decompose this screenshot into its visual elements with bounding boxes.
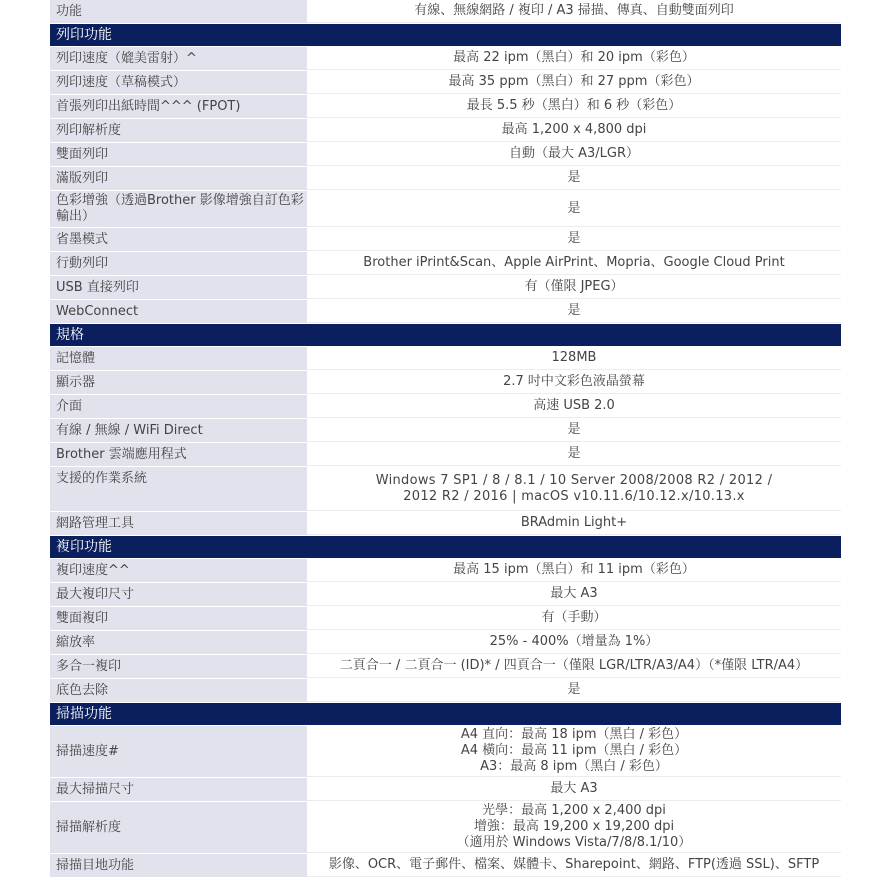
spec-value-line: A4 直向：最高 18 ipm（黑白 / 彩色） <box>460 727 688 742</box>
spec-value <box>307 679 841 702</box>
spec-value-line: 最高 1,200 x 4,800 dpi <box>501 122 647 137</box>
spec-label: 支援的作業系統 <box>50 467 307 511</box>
section-header: 掃描功能 <box>50 703 841 726</box>
spec-label: 行動列印 <box>50 252 307 275</box>
spec-value-line: 有（手動） <box>541 610 607 625</box>
spec-row <box>50 371 841 395</box>
spec-value-line: 增強：最高 19,200 x 19,200 dpi <box>473 819 675 834</box>
spec-row <box>50 679 841 703</box>
spec-value <box>307 167 841 190</box>
spec-value-line: 高速 USB 2.0 <box>533 398 615 413</box>
spec-row <box>50 467 841 512</box>
spec-table <box>50 0 841 878</box>
spec-value <box>307 47 841 70</box>
spec-value-line: 是 <box>567 682 581 697</box>
section-header: 規格 <box>50 324 841 347</box>
spec-row <box>50 443 841 467</box>
spec-row <box>50 0 841 24</box>
spec-value <box>307 347 841 370</box>
spec-row <box>50 726 841 778</box>
spec-label: 滿版列印 <box>50 167 307 190</box>
spec-label: 列印速度（草稿模式） <box>50 71 307 94</box>
spec-row <box>50 347 841 371</box>
spec-value <box>307 191 841 227</box>
spec-row <box>50 143 841 167</box>
spec-label: 功能 <box>50 0 307 23</box>
spec-value <box>307 512 841 535</box>
spec-value <box>307 371 841 394</box>
spec-value <box>307 443 841 466</box>
spec-value-line: 25% - 400%（增量為 1%） <box>489 634 659 649</box>
spec-value <box>307 559 841 582</box>
spec-value-line: 光學：最高 1,200 x 2,400 dpi <box>482 803 666 818</box>
spec-value <box>307 802 841 853</box>
spec-row <box>50 95 841 119</box>
spec-row <box>50 167 841 191</box>
spec-value <box>307 143 841 166</box>
spec-row <box>50 778 841 802</box>
spec-row <box>50 854 841 878</box>
spec-label: 雙面列印 <box>50 143 307 166</box>
spec-value-line: 最高 22 ipm（黑白）和 20 ipm（彩色） <box>453 50 695 65</box>
spec-value-line: 是 <box>567 422 581 437</box>
spec-value <box>307 655 841 678</box>
spec-value <box>307 467 841 511</box>
spec-row <box>50 395 841 419</box>
spec-value-line: Brother iPrint&Scan、Apple AirPrint、Mopria、Google Cloud Print <box>363 255 785 270</box>
spec-value <box>307 119 841 142</box>
spec-row <box>50 419 841 443</box>
spec-value <box>307 0 841 23</box>
spec-value-line: Windows 7 SP1 / 8 / 8.1 / 10 Server 2008/2008 R2 / 2012 / <box>375 472 773 488</box>
spec-value <box>307 607 841 630</box>
spec-value <box>307 71 841 94</box>
spec-value-line: 最高 35 ppm（黑白）和 27 ppm（彩色） <box>448 74 700 89</box>
spec-row <box>50 607 841 631</box>
spec-value-line: A4 橫向：最高 11 ipm（黑白 / 彩色） <box>460 743 688 758</box>
spec-label: 掃描目地功能 <box>50 854 307 877</box>
spec-label: 首張列印出紙時間^^^ (FPOT) <box>50 95 307 118</box>
section-header: 複印功能 <box>50 536 841 559</box>
spec-row <box>50 655 841 679</box>
spec-value-line: A3：最高 8 ipm（黑白 / 彩色） <box>480 759 668 774</box>
spec-label: USB 直接列印 <box>50 276 307 299</box>
spec-label: 掃描解析度 <box>50 802 307 853</box>
spec-label: 雙面複印 <box>50 607 307 630</box>
spec-label: 底色去除 <box>50 679 307 702</box>
spec-label: 色彩增強（透過Brother 影像增強自訂色彩輸出） <box>50 191 307 227</box>
spec-label: 縮放率 <box>50 631 307 654</box>
spec-value-line: 128MB <box>551 350 597 365</box>
spec-label: 顯示器 <box>50 371 307 394</box>
spec-value <box>307 583 841 606</box>
spec-row <box>50 276 841 300</box>
spec-value-line: 是 <box>567 170 581 185</box>
spec-row <box>50 228 841 252</box>
spec-value <box>307 631 841 654</box>
spec-label: 多合一複印 <box>50 655 307 678</box>
spec-row <box>50 583 841 607</box>
spec-label: Brother 雲端應用程式 <box>50 443 307 466</box>
spec-value-line: 2012 R2 / 2016 | macOS v10.11.6/10.12.x/10.13.x <box>403 488 745 504</box>
spec-label: 省墨模式 <box>50 228 307 251</box>
spec-label: 最大複印尺寸 <box>50 583 307 606</box>
spec-value <box>307 300 841 323</box>
spec-row <box>50 47 841 71</box>
spec-value-line: 有線、無線網路 / 複印 / A3 掃描、傳真、自動雙面列印 <box>414 3 734 18</box>
spec-label: 掃描速度# <box>50 726 307 777</box>
spec-value-line: 最長 5.5 秒（黑白）和 6 秒（彩色） <box>466 98 682 113</box>
spec-value-line: 是 <box>567 231 581 246</box>
spec-value-line: 最大 A3 <box>550 781 598 796</box>
spec-value-line: 二頁合一 / 二頁合一 (ID)* / 四頁合一（僅限 LGR/LTR/A3/A4）（*僅限 LTR/A4） <box>339 658 809 673</box>
spec-value-line: 2.7 吋中文彩色液晶螢幕 <box>503 374 645 389</box>
spec-row <box>50 802 841 854</box>
spec-value-line: 有（僅限 JPEG） <box>524 279 624 294</box>
spec-row <box>50 119 841 143</box>
spec-label: 介面 <box>50 395 307 418</box>
spec-label: 最大掃描尺寸 <box>50 778 307 801</box>
spec-row <box>50 71 841 95</box>
spec-row <box>50 300 841 324</box>
spec-row <box>50 559 841 583</box>
spec-value <box>307 778 841 801</box>
spec-value-line: 是 <box>567 303 581 318</box>
spec-row <box>50 191 841 228</box>
spec-value-line: BRAdmin Light+ <box>520 515 628 530</box>
section-header: 列印功能 <box>50 24 841 47</box>
spec-row <box>50 252 841 276</box>
spec-value <box>307 726 841 777</box>
spec-row <box>50 631 841 655</box>
spec-value-line: 是 <box>567 200 581 216</box>
spec-value-line: 最高 15 ipm（黑白）和 11 ipm（彩色） <box>453 562 695 577</box>
spec-value <box>307 276 841 299</box>
spec-label: WebConnect <box>50 300 307 323</box>
spec-value-line: 是 <box>567 446 581 461</box>
spec-label: 列印解析度 <box>50 119 307 142</box>
spec-value-line: （適用於 Windows Vista/7/8/8.1/10） <box>456 835 692 850</box>
spec-value <box>307 419 841 442</box>
spec-label: 複印速度^^ <box>50 559 307 582</box>
spec-label: 列印速度（媲美雷射）^ <box>50 47 307 70</box>
spec-label: 網路管理工具 <box>50 512 307 535</box>
spec-value-line: 最大 A3 <box>550 586 598 601</box>
spec-value <box>307 95 841 118</box>
spec-value <box>307 252 841 275</box>
spec-value <box>307 228 841 251</box>
spec-label: 記憶體 <box>50 347 307 370</box>
spec-label: 有線 / 無線 / WiFi Direct <box>50 419 307 442</box>
spec-value-line: 影像、OCR、電子郵件、檔案、媒體卡、Sharepoint、網路、FTP(透過 SSL)、SFTP <box>328 857 820 872</box>
spec-value-line: 自動（最大 A3/LGR） <box>508 146 640 161</box>
spec-value <box>307 395 841 418</box>
spec-row <box>50 512 841 536</box>
spec-value <box>307 854 841 877</box>
